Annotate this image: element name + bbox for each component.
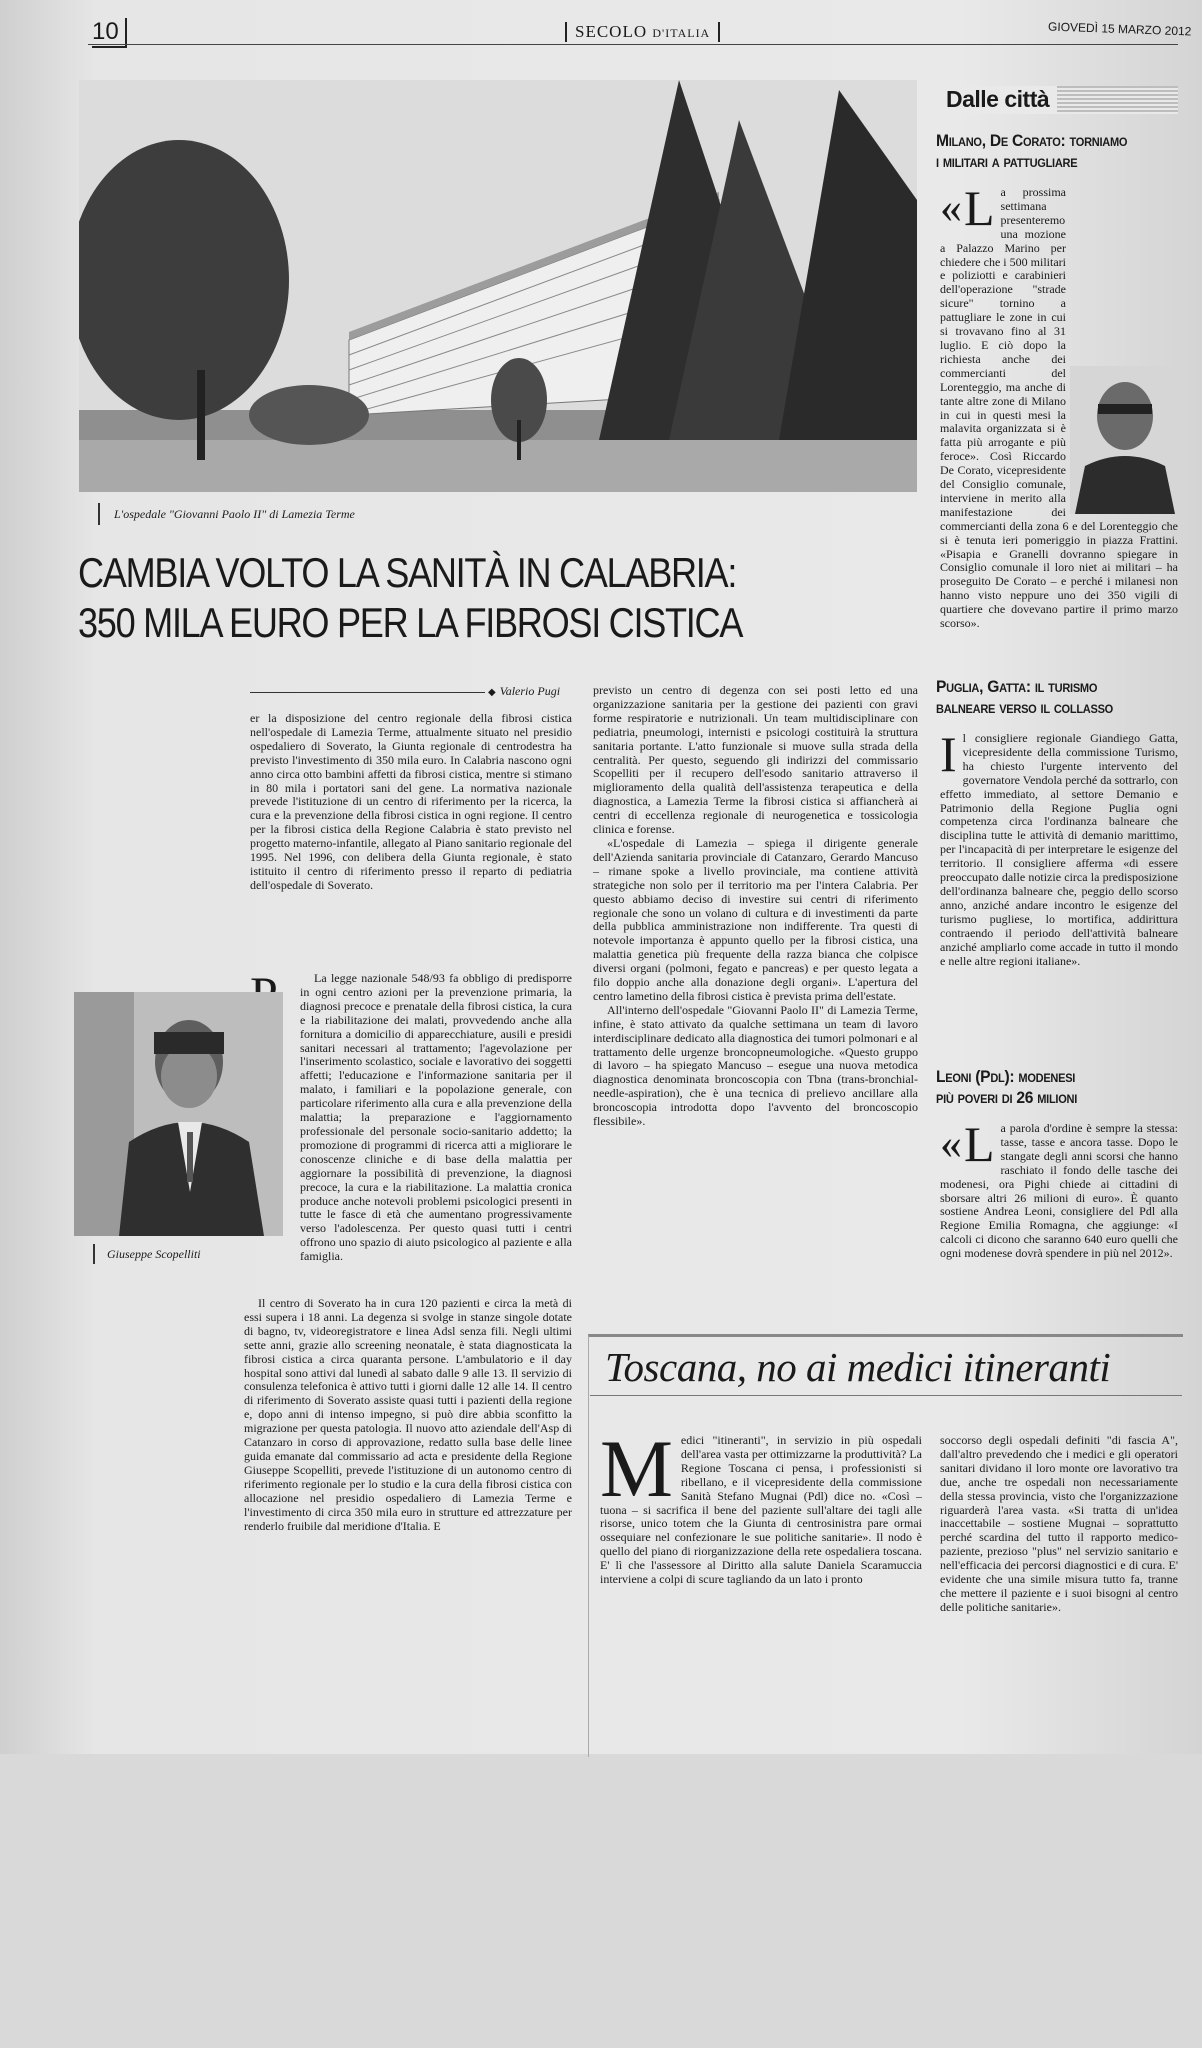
sidebar-story-3-text (940, 1122, 1178, 1312)
article-paragraph: «L'ospedale di Lamezia – spiega il dirigente generale dell'Azienda sanitaria provinciale di Catanzaro, Gerardo Mancuso – rimane spoke a livello provinciale, ma contiene attività strategiche non solo per il territorio ma per l'intera Calabria. Per questo abbiamo deciso di investire sui centri di riferimento regionale che sono un volano di cultura e di investimenti da parte della pubblica amministrazione non indifferente. Tra questi di notevole importanza è appunto quello per la fibrosi cistica, una malattia genetica più frequente della razza bianca che colpisce diversi organi (polmoni, fegato e pancreas) e per questo legata a filo doppio anche alla donazione degli organi». L'apertura del centro lametino della fibrosi cistica è prevista prima dell'estate. (593, 835, 918, 1003)
sidebar-story-2-text (940, 732, 1178, 1048)
story-text: a prossima settimana presenteremo una mozione a Palazzo Marino per chiedere che i 500 militari e poliziotti e carabinieri dell'operazione "strade sicure" tornino a pattugliare le zone in cui si trovavano fino al 31 luglio. E ciò dopo la richiesta anche dei commercianti del Lorenteggio, ma anche di tante altre zone di Milano in cui in questi mesi la malavita organizzata si è fatta più arrogante e più feroce». Così Riccardo De Corato, vicepresidente del Consiglio comunale, interviene in merito alla manifestazione dei commercianti della zona 6 e del Lorenteggio che si è tenuta ieri pomeriggio in piazza Frattini. «Pisapia e Granelli dovranno spiegare in Consiglio comunale il loro niet ai militari – ha proseguito De Corato – e perché i milanesi non hanno visto neppure uno dei 350 vigili di quartiere che dovevano partire il primo marzo scorso». (940, 186, 1178, 631)
headline-line-1: CAMBIA VOLTO LA SANITÀ IN CALABRIA: (78, 549, 737, 596)
title-line: i militari a pattugliare (936, 152, 1078, 171)
article-paragraph: La legge nazionale 548/93 fa obbligo di predisporre in ogni centro azioni per la prevenzione primaria, la diagnosi precoce e prenatale della fibrosi cistica, la cura e la riabilitazione dei malati, provvedendo anche alla fornitura a domicilio di apparecchiature, ausili e presidi sanitari necessari al trattamento; l'agevolazione per l'inserimento scolastico, sociale e lavorativo dei soggetti affetti; l'educazione e l'informazione sanitaria per il malato, i familiari e la popolazione generale, con particolare riferimento alla cura e alla prevenzione della malattia; la preparazione e l'aggiornamento professionale del personale socio-sanitario addetto; la promozione di programmi di ricerca atti a migliorare le conoscenze cliniche e di base della malattia per aggiornare la possibilità di prevenzione, la diagnosi precoce, la cura e la riabilitazione. La malattia cronica produce anche notevoli problemi psicologici presenti in tutte le fasce di età che aumentano progressivamente verso l'adolescenza. Per questo quasi tutti i centri offrono uno spazio di aiuto psicologico al paziente e alla famiglia. (300, 972, 572, 1264)
title-line: Leoni (Pdl): modenesi (936, 1067, 1076, 1086)
box-title: Toscana, no ai medici itineranti (605, 1344, 1111, 1390)
box-text: edici "itineranti", in servizio in più ospedali dell'area vasta per ottimizzarne la produttività? La Regione Toscana ci pensa, i professionisti si ribellano, e il vicepresidente della commissione Sanità Stefano Mugnai (Pdl) dice no. «Così – tuona – si sacrifica il bene del paziente sull'altare dei tagli alle risorse, unico totem che la Giunta di centrosinistra pare ormai ossequiare nel confezionare le sue politiche sanitarie». Il nodo è quello del piano di riorganizzazione della rete ospedaliera toscana. E' lì che l'assessore al Diritto alla salute Daniela Scaramuccia interviene a colpi di scure tagliando da un lato i pronto (600, 1434, 922, 1587)
section-header (946, 86, 1178, 114)
de-corato-illustration (1070, 366, 1180, 514)
quote-mark: « (940, 186, 962, 232)
portrait-photo (74, 992, 283, 1236)
headline-line-2: 350 MILA EURO PER LA FIBROSI CISTICA (78, 599, 743, 646)
sidebar-story-2-title (936, 676, 1113, 718)
article-paragraph: Il centro di Soverato ha in cura 120 pazienti e circa la metà di essi supera i 18 anni. La degenza si svolge in stanze singole dotate di bagno, tv, videoregistratore e linea Adsl senza fili. Negli ultimi sette anni, grazie allo screening neonatale, è stata diagnosticata la fibrosi cistica a circa quaranta persone. L'ambulatorio e il day hospital sono attivi dal lunedì al sabato dalle 9 alle 13. Il servizio di consulenza telefonica è attivo tutti i giorni dalle 12 alle 14. Il centro di riferimento di Soverato assiste quasi tutti i pazienti della regione e, dopo anni di intenso impegno, si può dire abbia sconfitto la migrazione per questa patologia. Il nuovo atto aziendale dell'Asp di Catanzaro in corso di approvazione, redatto sulla base delle linee guida emanate dal commissario ad acta e presidente della Regione Giuseppe Scopelliti, prevede l'istituzione di un autonomo centro di riferimento regionale per lo studio e la cura della fibrosi cistica con allocazione nel presidio ospedaliero di Lamezia Terme e l'investimento di circa 350 mila euro in strutture ed attrezzature per renderlo fruibile dal meridione d'Italia. E (244, 1297, 572, 1533)
diamond-icon: ◆ (488, 687, 496, 698)
title-line: balneare verso il collasso (936, 698, 1113, 717)
quote-mark: « (940, 1122, 962, 1168)
box-column-1 (600, 1434, 922, 1754)
title-line: Milano, De Corato: torniamo (936, 131, 1128, 150)
dateline: GIOVEDÌ 15 MARZO 2012 (1047, 19, 1192, 39)
byline-author: Valerio Pugi (499, 684, 561, 698)
drop-cap: L (964, 186, 995, 236)
portrait-illustration (74, 992, 283, 1236)
sidebar-story-3-title (936, 1066, 1077, 1108)
box-rule (590, 1395, 1182, 1396)
portrait-caption: Giuseppe Scopelliti (93, 1244, 201, 1264)
drop-cap: M (600, 1434, 673, 1514)
title-line: più poveri di 26 milioni (936, 1088, 1078, 1107)
article-column-1-lower (244, 1297, 572, 1754)
article-paragraph: previsto un centro di degenza con sei posti letto ed una organizzazione sanitaria per la gestione dei pazienti con gravi forme respiratorie e nutrizionali. Un team multidisciplinare con pediatria, pneumologi, internisti e psicologi costituirà la struttura sanitaria portante. L'atto funzionale si muove sulla strada della centralità. Per questo, seguendo gli indirizzi del commissario Scopelliti per il recupero dell'esodo sanitario attraverso il miglioramento della qualità dell'assistenza terapeutica e della diagnostica, a Lamezia Terme la fibrosi cistica si affiancherà ai centri di eccellenza regionale di neurogenetica e tossicologia clinica e forense. (593, 684, 918, 837)
article-column-2 (593, 684, 918, 1304)
byline-rule (250, 692, 485, 693)
article-paragraph: All'interno dell'ospedale "Giovanni Paolo II" di Lamezia Terme, infine, è stato attivato da qualche settimana un team di lavoro interdisciplinare dedicato alla diagnostica dei tumori polmonari e al trattamento delle urgenze broncopneumologiche. «Questo gruppo di lavoro – ha spiegato Mancuso – esegue una nuova metodica diagnostica denominata broncoscopia con Tbna (trans-bronchial-needle-aspiration), che è una tecnica di prelievo ancillare alla broncoscopia introdotta dopo l'avvento del broncoscopio flessibile». (593, 1002, 918, 1129)
byline (488, 684, 560, 699)
title-line: Puglia, Gatta: il turismo (936, 677, 1098, 696)
section-title: Dalle città (946, 86, 1057, 112)
photo-caption: L'ospedale "Giovanni Paolo II" di Lamezia Terme (98, 503, 355, 525)
box-text: soccorso degli ospedali definiti "di fascia A", dall'altro prevedendo che i medici e gli operatori sanitari dividano il loro monte ore lavorativo tra due, anche tre ospedali non necessariamente della stessa provincia, visto che l'organizzazione riguarderà l'area vasta. «Si tratta di un'idea inaccettabile – sostiene Mugnai – soprattutto perché scardina del tutto il rapporto medico-paziente, prezioso "plus" nel servizio sanitario e nell'efficacia dei percorsi diagnostici e di cura. E' evidente che una simile misura tutto fa, tranne che mettere il paziente e i suoi bisogni al centro delle politiche sanitarie». (940, 1434, 1178, 1614)
hospital-photo-illustration (79, 80, 917, 492)
article-column-1-continued (300, 972, 572, 1297)
article-headline (78, 548, 800, 648)
article-paragraph: er la disposizione del centro regionale della fibrosi cistica nell'ospedale di Lamezia Terme, attualmente situato nel presidio ospedaliero di Soverato, la Giunta regionale di centrodestra ha previsto l'investimento di 350 mila euro. In Calabria nascono ogni anno circa otto bambini affetti da fibrosi cistica, mentre si stimano in 80 mila i portatori sani del gene. La normativa nazionale prevede l'istituzione di un centro di riferimento per la ricerca, la cura e la prevenzione della fibrosi cistica in ogni regione. Il centro per la fibrosi cistica della Regione Calabria è stato previsto nel progetto materno-infantile, allegato al Piano sanitario regionale del 1995. Nel 1996, con delibera della Giunta regionale, è stato istituito il centro di riferimento presso il reparto di pediatria dell'ospedale di Soverato. (250, 712, 572, 892)
hospital-photo (79, 80, 917, 492)
story-text: a parola d'ordine è sempre la stessa: tasse, tasse e ancora tasse. Dopo le stangate degli anni scorsi che hanno raschiato il fondo delle tasche dei modenesi, ora Pighi chiede ai cittadini di sborsare altri 26 milioni di euro». È quanto sostiene Andrea Leoni, consigliere del Pdl alla Regione Emilia Romagna, che aggiunge: «I calcoli ci dicono che saranno 640 euro quelli che ogni modenese dovrà spendere in più nel 2012». (940, 1122, 1178, 1261)
drop-cap: I (940, 732, 957, 782)
sidebar-story-1-title (936, 130, 1127, 172)
box-column-2 (940, 1434, 1178, 1754)
de-corato-photo (1070, 366, 1180, 514)
masthead (565, 22, 720, 42)
drop-cap: L (964, 1122, 995, 1172)
page-number: 10 (92, 18, 127, 48)
story-text: l consigliere regionale Giandiego Gatta, vicepresidente della commissione Turismo, ha chiesto l'urgente intervento del governatore Vendola perché da sottrarlo, con effetto immediato, al settore Demanio e Patrimonio della Regione Puglia ogni competenza circa l'ordinanza balneare che disciplina tutte le attività di demanio marittimo, per l'incapacità di per interpretare le esigenze del territorio. Il consigliere afferma «di essere preoccupato dalle notizie circa la predisposizione dell'ordinanza balneare che, peggio dello scorso anno, anziché andare incontro le esigenze del turismo pugliese, lo mortifica, addirittura contraendo il periodo dell'attività balneare anziché ampliarlo come accade in tutto il mondo e nelle altre regioni italiane». (940, 732, 1178, 968)
masthead-main: SECOLO (575, 22, 648, 41)
masthead-sub: D'ITALIA (652, 26, 711, 40)
header-rule (88, 44, 1178, 45)
